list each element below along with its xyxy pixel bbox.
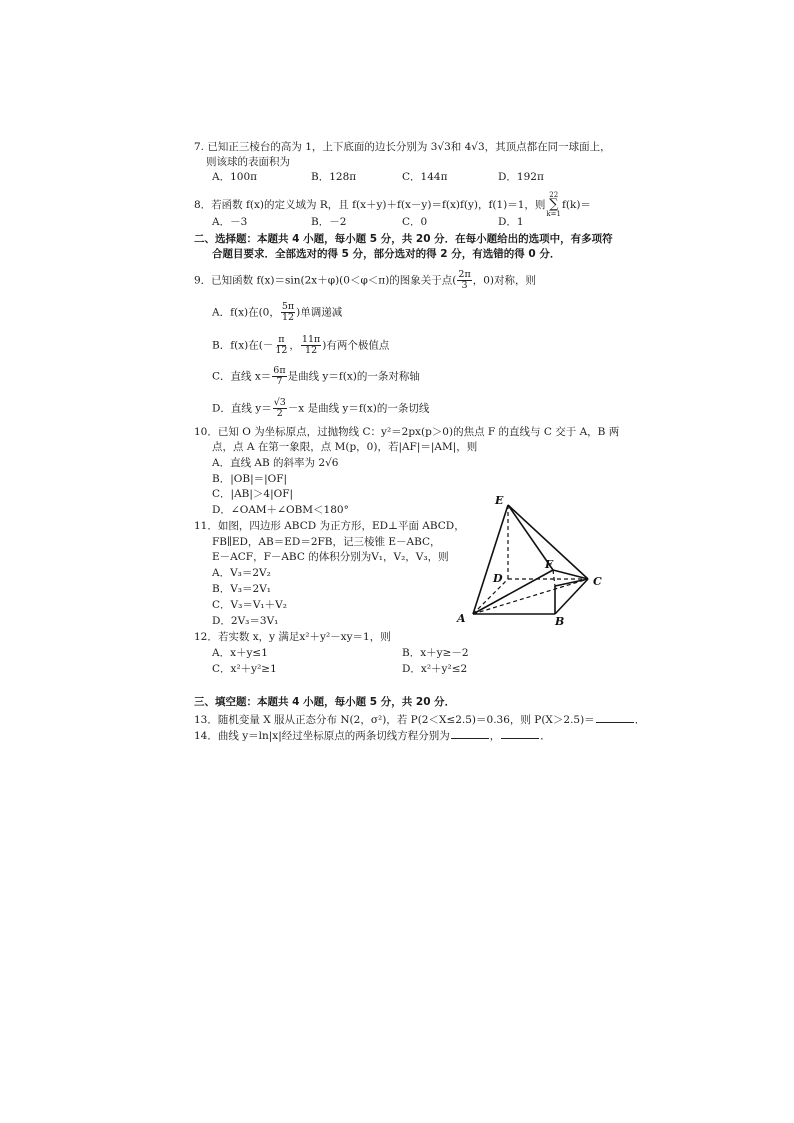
q11-option-b: B．V₃＝2V₁ [212, 583, 271, 595]
q8-sum-bottom: k=1 [546, 210, 561, 218]
q8-text-pre: 8．若函数 f(x)的定义域为 R，且 f(x＋y)＋f(x－y)＝f(x)f(y)，f(1)＝1，则 [194, 199, 546, 211]
q11-text-line3: E－ACF，F－ABC 的体积分别为V₁，V₂，V₃，则 [212, 551, 449, 563]
q9-a-post: )单调递减 [296, 306, 343, 319]
q10-text-line2: 点，点 A 在第一象限，点 M(p，0)，若|AF|＝|AM|，则 [212, 441, 478, 453]
q12-option-d: D．x²＋y²≤2 [402, 663, 468, 675]
q9-text-pre: 9．已知函数 f(x)＝sin(2x＋φ)(0＜φ＜π)的图象关于点( [194, 274, 457, 287]
q9-b-pre: B．f(x)在(－ [212, 339, 274, 352]
q9-d-frac [273, 398, 287, 419]
q13-text-main: 13．随机变量 X 服从正态分布 N(2，σ²)，若 P(2＜X≤2.5)＝0.36，则 P(X＞2.5)＝ [194, 714, 595, 726]
label-d: D [493, 572, 503, 585]
q9-b-num2: 11π [301, 334, 321, 345]
q9-c-pre: C．直线 x＝ [212, 370, 272, 383]
q8-sum-symbol: ∑ [549, 197, 559, 212]
q8-option-b: B．－2 [311, 216, 347, 228]
q9-fraction [457, 270, 471, 291]
q9-a-den: 12 [281, 312, 295, 323]
q9-b-mid: ， [289, 339, 300, 352]
section3-heading: 三、填空题：本题共 4 小题，每小题 5 分，共 20 分． [194, 696, 456, 708]
q10-option-c: C．|AB|＞4|OF| [212, 488, 294, 500]
q9-d-pre: D．直线 y＝ [212, 402, 272, 415]
q7-option-d: D．192π [498, 171, 544, 183]
q11-text-line2: FB∥ED，AB＝ED＝2FB，记三棱锥 E－ABC， [212, 536, 441, 548]
q14-sep: ， [489, 730, 501, 742]
q10-text-line1: 10．已知 O 为坐标原点，过抛物线 C：y²＝2px(p＞0)的焦点 F 的直线与 C 交于 A，B 两 [194, 426, 620, 438]
q9-b-num1: π [278, 334, 285, 345]
q8-sum-top: 22 [549, 191, 559, 199]
label-b: B [555, 615, 565, 627]
q14-text-main: 14．曲线 y＝ln|x|经过坐标原点的两条切线方程分别为 [194, 730, 450, 742]
q14-text [194, 728, 551, 743]
q11-option-a: A．V₃＝2V₂ [212, 567, 271, 579]
edge-fb-hidden [553, 570, 555, 586]
q8-option-d: D．1 [498, 216, 524, 228]
section2-heading-line2: 合题目要求．全部选对的得 5 分，部分选对的得 2 分，有选错的得 0 分． [212, 248, 561, 260]
q14-answer-blank-1[interactable] [451, 728, 489, 739]
q10-option-d: D．∠OAM＋∠OBM＜180° [212, 504, 349, 516]
pyramid-figure [455, 492, 615, 627]
q13-answer-blank[interactable] [596, 712, 634, 723]
q9-c-frac [272, 366, 286, 387]
label-a: A [457, 612, 466, 625]
q9-a-num: 5π [281, 301, 295, 312]
q9-b-den2: 12 [305, 345, 318, 356]
q9-a-frac [281, 302, 295, 323]
q9-b-frac1 [274, 335, 288, 356]
q7-text-line1: 7. 已知正三棱台的高为 1，上下底面的边长分别为 3√3和 4√3，其顶点都在同一球面上， [194, 141, 611, 153]
q9-text [194, 270, 536, 291]
q9-c-den: 7 [276, 376, 283, 387]
q11-text-line1: 11．如图，四边形 ABCD 为正方形，ED⊥平面 ABCD， [194, 520, 465, 532]
q14-answer-blank-2[interactable] [501, 728, 539, 739]
q9-option-a [212, 302, 342, 323]
q10-option-a: A．直线 AB 的斜率为 2√6 [212, 457, 339, 469]
q12-option-b: B．x＋y≥－2 [402, 647, 469, 659]
label-f: F [545, 558, 553, 571]
q12-text: 12．若实数 x，y 满足x²＋y²－xy＝1，则 [194, 631, 391, 643]
q9-c-post: 是曲线 y＝f(x)的一条对称轴 [287, 370, 420, 383]
q11-option-d: D．2V₃＝3V₁ [212, 615, 279, 627]
q9-b-frac2 [301, 335, 321, 356]
q8-option-c: C．0 [402, 216, 428, 228]
q7-option-b: B．128π [311, 171, 357, 183]
q13-end: ． [634, 714, 646, 726]
label-c: C [593, 575, 602, 588]
q8-text-post: f(k)＝ [561, 199, 591, 211]
q9-d-num: √3 [273, 397, 286, 408]
q9-frac-den: 3 [461, 280, 468, 291]
q9-d-den: 2 [276, 408, 283, 419]
q7-text-line2: 则该球的表面积为 [206, 156, 290, 168]
q12-option-c: C．x²＋y²≥1 [212, 663, 277, 675]
q7-option-a: A．100π [212, 171, 258, 183]
q9-b-den1: 12 [275, 345, 288, 356]
q11-option-c: C．V₃＝V₁＋V₂ [212, 599, 287, 611]
q9-option-c [212, 366, 420, 387]
q9-d-post: －x 是曲线 y＝f(x)的一条切线 [287, 402, 430, 415]
q14-end: ． [540, 730, 551, 742]
q9-b-post: )有两个极值点 [322, 339, 390, 352]
q9-option-d [212, 398, 429, 419]
q9-c-num: 6π [273, 365, 286, 376]
q7-option-c: C．144π [402, 171, 448, 183]
q9-option-b [212, 335, 389, 356]
q8-text [194, 192, 591, 218]
q9-frac-num: 2π [458, 269, 471, 280]
q12-option-a: A．x＋y≤1 [212, 647, 268, 659]
q13-text [194, 712, 645, 727]
q9-text-post: ，0)对称，则 [472, 274, 536, 287]
q10-option-b: B．|OB|＝|OF| [212, 473, 288, 485]
q8-sum [546, 192, 561, 218]
q9-a-pre: A．f(x)在(0， [212, 306, 280, 319]
label-e: E [495, 494, 504, 507]
section2-heading-line1: 二、选择题：本题共 4 小题，每小题 5 分，共 20 分．在每小题给出的选项中，有多项符 [194, 233, 613, 245]
q8-option-a: A．－3 [212, 216, 248, 228]
